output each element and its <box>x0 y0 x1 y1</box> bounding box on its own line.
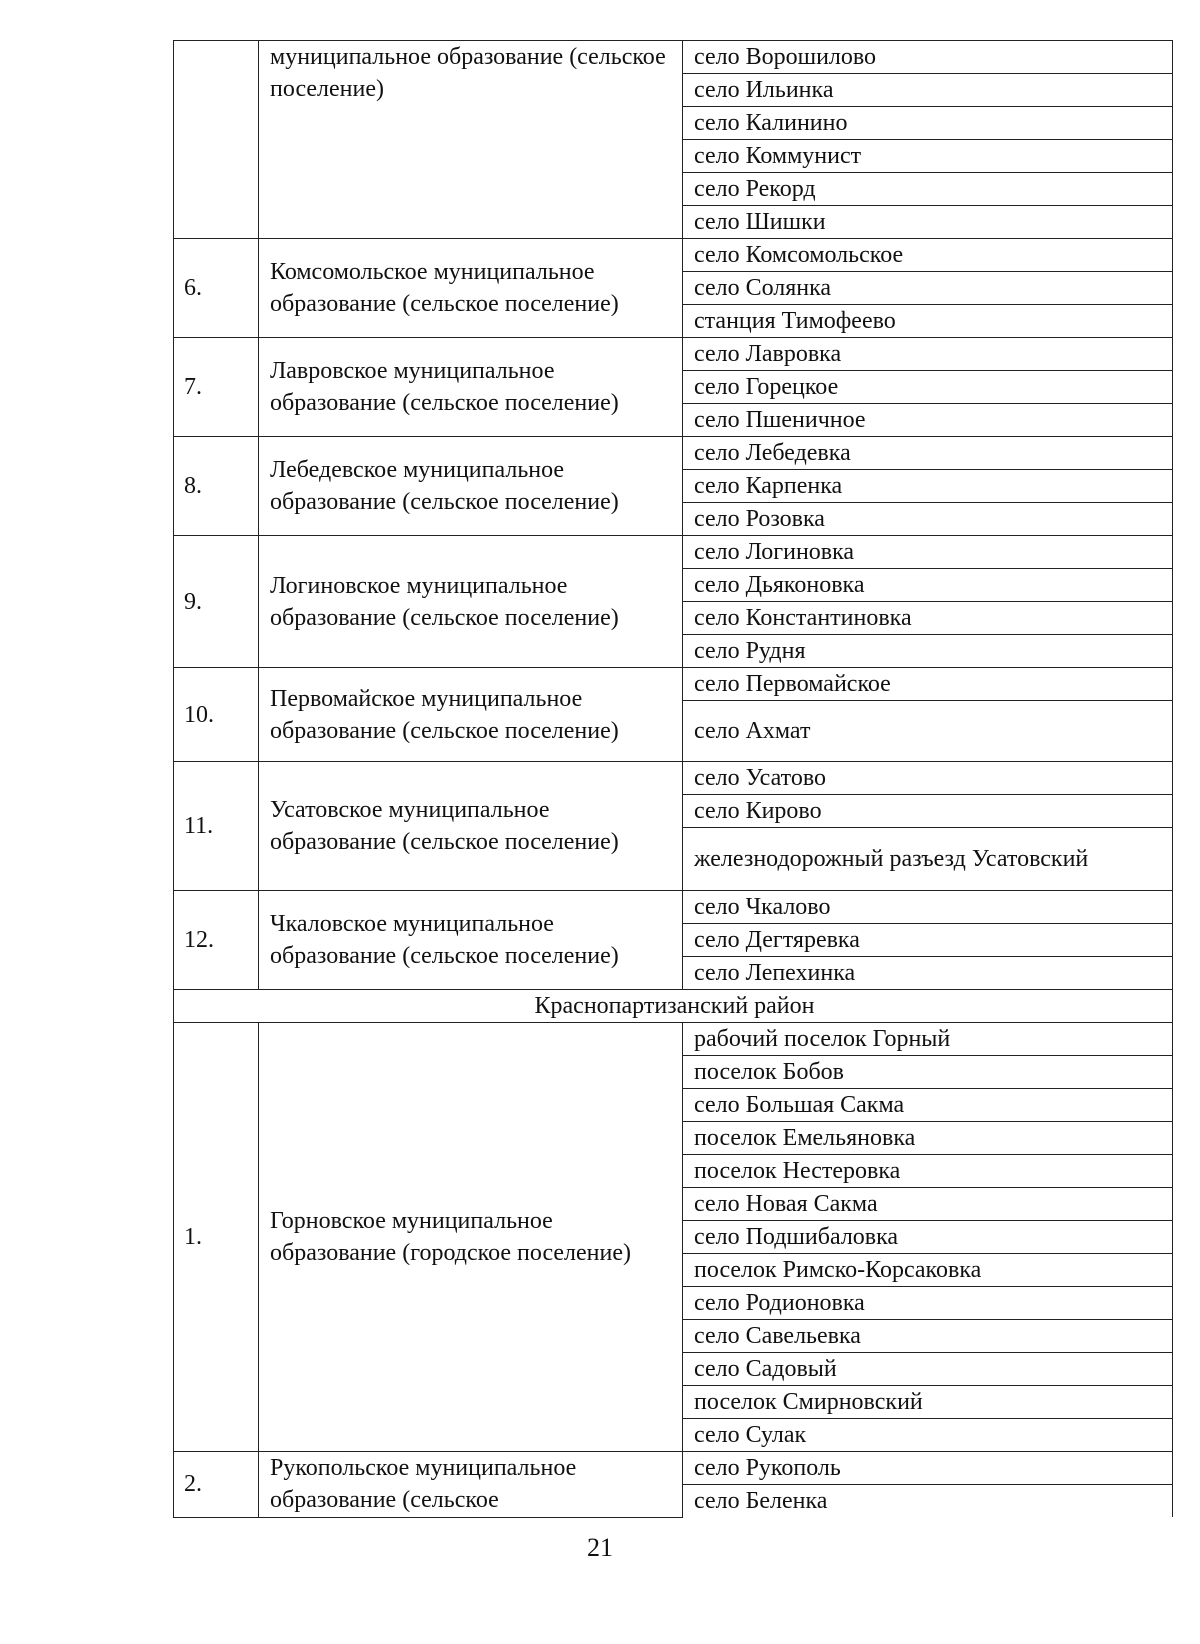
settlement-name: село Усатово <box>683 762 1173 795</box>
settlement-name: железнодорожный разъезд Усатовский <box>683 828 1173 891</box>
row-number: 6. <box>174 239 259 338</box>
settlement-name: село Родионовка <box>683 1287 1173 1320</box>
municipality-name: Логиновское муниципальное образование (сельское поселение) <box>259 536 683 668</box>
row-number: 11. <box>174 762 259 891</box>
table-row <box>174 762 1173 795</box>
settlement-name: поселок Емельяновка <box>683 1122 1173 1155</box>
municipality-name: Усатовское муниципальное образование (сельское поселение) <box>259 762 683 891</box>
settlement-name: село Комсомольское <box>683 239 1173 272</box>
row-number: 12. <box>174 891 259 990</box>
settlement-name: село Подшибаловка <box>683 1221 1173 1254</box>
settlement-name: село Ильинка <box>683 74 1173 107</box>
table-row <box>174 891 1173 924</box>
settlement-name: село Рекорд <box>683 173 1173 206</box>
settlement-name: село Калинино <box>683 107 1173 140</box>
table-row <box>174 239 1173 272</box>
table-row <box>174 437 1173 470</box>
municipality-name: Комсомольское муниципальное образование (сельское поселение) <box>259 239 683 338</box>
table-row <box>174 1452 1173 1485</box>
table-row <box>174 1023 1173 1056</box>
settlement-name: село Беленка <box>683 1485 1173 1518</box>
page-number: 21 <box>587 1533 613 1562</box>
table-row <box>174 338 1173 371</box>
district-heading: Краснопартизанский район <box>174 990 1173 1023</box>
settlement-name: село Чкалово <box>683 891 1173 924</box>
settlement-name: поселок Римско-Корсаковка <box>683 1254 1173 1287</box>
row-number: 10. <box>174 668 259 762</box>
settlement-name: село Логиновка <box>683 536 1173 569</box>
settlements-table <box>173 40 1173 1518</box>
settlement-name: село Дьяконовка <box>683 569 1173 602</box>
settlement-name: село Дегтяревка <box>683 924 1173 957</box>
settlement-name: село Савельевка <box>683 1320 1173 1353</box>
settlement-name: село Шишки <box>683 206 1173 239</box>
table-body <box>174 41 1173 1518</box>
row-number: 2. <box>174 1452 259 1518</box>
municipality-name: Горновское муниципальное образование (городское поселение) <box>259 1023 683 1452</box>
municipality-name: Лавровское муниципальное образование (сельское поселение) <box>259 338 683 437</box>
settlement-name: село Кирово <box>683 795 1173 828</box>
settlement-name: село Первомайское <box>683 668 1173 701</box>
settlement-name: село Рудня <box>683 635 1173 668</box>
row-number: 1. <box>174 1023 259 1452</box>
settlement-name: рабочий поселок Горный <box>683 1023 1173 1056</box>
settlement-name: село Лебедевка <box>683 437 1173 470</box>
settlement-name: село Сулак <box>683 1419 1173 1452</box>
municipality-name: Первомайское муниципальное образование (сельское поселение) <box>259 668 683 762</box>
municipality-name: Рукопольское муниципальное образование (сельское <box>259 1452 683 1518</box>
settlement-name: село Солянка <box>683 272 1173 305</box>
settlement-name: станция Тимофеево <box>683 305 1173 338</box>
settlement-name: село Пшеничное <box>683 404 1173 437</box>
settlement-name: село Большая Сакма <box>683 1089 1173 1122</box>
district-row <box>174 990 1173 1023</box>
settlement-name: село Карпенка <box>683 470 1173 503</box>
settlement-name: село Новая Сакма <box>683 1188 1173 1221</box>
settlement-name: село Константиновка <box>683 602 1173 635</box>
settlement-name: село Розовка <box>683 503 1173 536</box>
municipality-name: Чкаловское муниципальное образование (сельское поселение) <box>259 891 683 990</box>
municipality-name: муниципальное образование (сельское поселение) <box>259 41 683 239</box>
table-row <box>174 536 1173 569</box>
settlement-name: село Ахмат <box>683 701 1173 762</box>
row-number: 9. <box>174 536 259 668</box>
settlement-name: село Горецкое <box>683 371 1173 404</box>
settlement-name: поселок Бобов <box>683 1056 1173 1089</box>
settlement-name: поселок Смирновский <box>683 1386 1173 1419</box>
settlement-name: село Лепехинка <box>683 957 1173 990</box>
settlement-name: село Ворошилово <box>683 41 1173 74</box>
row-number <box>174 41 259 239</box>
settlement-name: село Лавровка <box>683 338 1173 371</box>
settlement-name: село Коммунист <box>683 140 1173 173</box>
settlement-name: село Садовый <box>683 1353 1173 1386</box>
settlement-name: село Рукополь <box>683 1452 1173 1485</box>
row-number: 8. <box>174 437 259 536</box>
row-number: 7. <box>174 338 259 437</box>
municipality-name: Лебедевское муниципальное образование (сельское поселение) <box>259 437 683 536</box>
settlement-name: поселок Нестеровка <box>683 1155 1173 1188</box>
table-row <box>174 41 1173 74</box>
table-row <box>174 668 1173 701</box>
